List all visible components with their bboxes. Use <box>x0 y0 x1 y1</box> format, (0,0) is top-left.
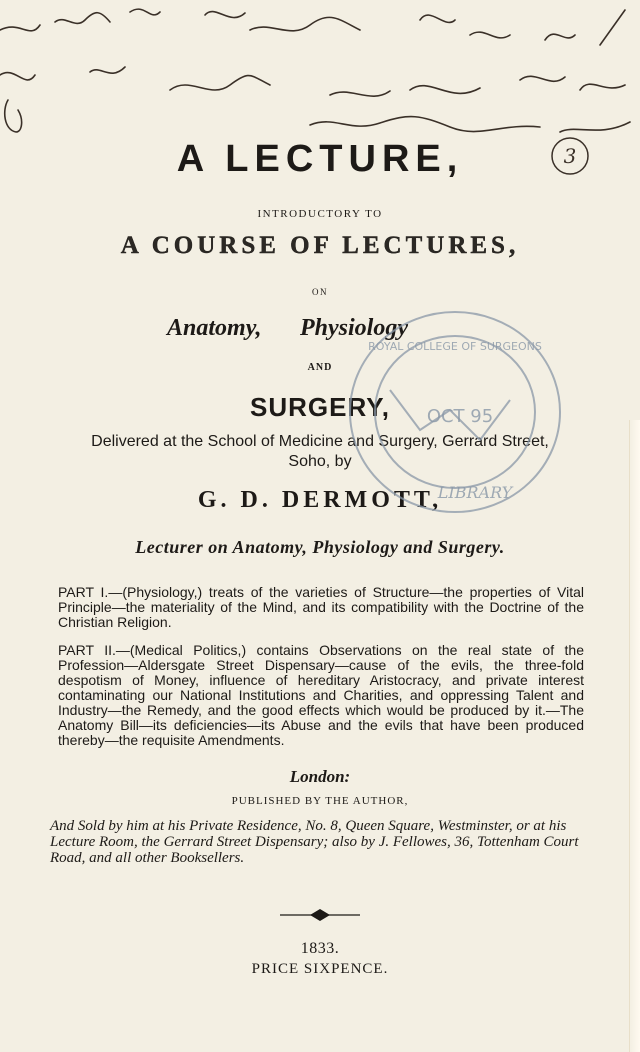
subject-anatomy: Anatomy, <box>167 315 262 341</box>
stamp-library: LIBRARY <box>437 483 513 502</box>
price-line: PRICE SIXPENCE. <box>251 961 389 977</box>
on-line: ON <box>312 287 328 297</box>
place-of-publication: London: <box>289 767 351 786</box>
part-one-description: PART I.—(Physiology,) treats of the varieties of Structure—the properties of Vital Principle—the materiality of the Mind, and its compatibility with the Doctrine of the Christian Religion. <box>58 584 584 630</box>
stamp-text: ROYAL COLLEGE OF SURGEONS <box>368 340 542 353</box>
sold-by-text: And Sold by him at his Private Residence, No. 8, Queen Square, Westminster, or at his Lecture Room, the Gerrard Street Dispensary; also by J. Fellowes, 36, Tottenham Court Road, and all other Booksellers. <box>50 818 579 866</box>
part-two-description: PART II.—(Medical Politics,) contains Observations on the real state of the Profession—Aldersgate Street Dispensary—cause of the evils, the three-fold despotism of Money, influence of hereditary Aristocracy, and private interest contaminating our National Institutions and Charities, and oppressing Talent and Industry—the Remedy, and the good effects which would be produced by it.—The Anatomy Bill—its deficiencies—its Abuse and the evils that have been produced thereby—the requisite Amendments. <box>58 642 584 748</box>
page-title: A LECTURE, <box>176 138 464 180</box>
stamp-number: OCT 95 <box>426 406 494 427</box>
page-number-annotation <box>548 134 592 178</box>
annotation-text: 3 <box>563 144 577 168</box>
course-title: A COURSE OF LECTURES, <box>120 232 520 259</box>
divider-ornament <box>280 908 360 922</box>
delivered-line-2: Soho, by <box>288 453 352 470</box>
library-stamp <box>330 300 580 520</box>
handwritten-inscription <box>0 0 640 160</box>
surgery-line: SURGERY, <box>250 392 390 422</box>
author-name: G. D. DERMOTT, <box>197 487 443 513</box>
publisher-line: PUBLISHED BY THE AUTHOR, <box>231 795 409 807</box>
subject-physiology: Physiology <box>300 315 408 341</box>
lecturer-line: Lecturer on Anatomy, Physiology and Surgery. <box>135 537 505 557</box>
introductory-line: INTRODUCTORY TO <box>257 208 383 220</box>
and-line: AND <box>307 362 333 373</box>
publication-year: 1833. <box>300 940 340 957</box>
delivered-line-1: Delivered at the School of Medicine and Surgery, Gerrard Street, <box>91 433 549 450</box>
